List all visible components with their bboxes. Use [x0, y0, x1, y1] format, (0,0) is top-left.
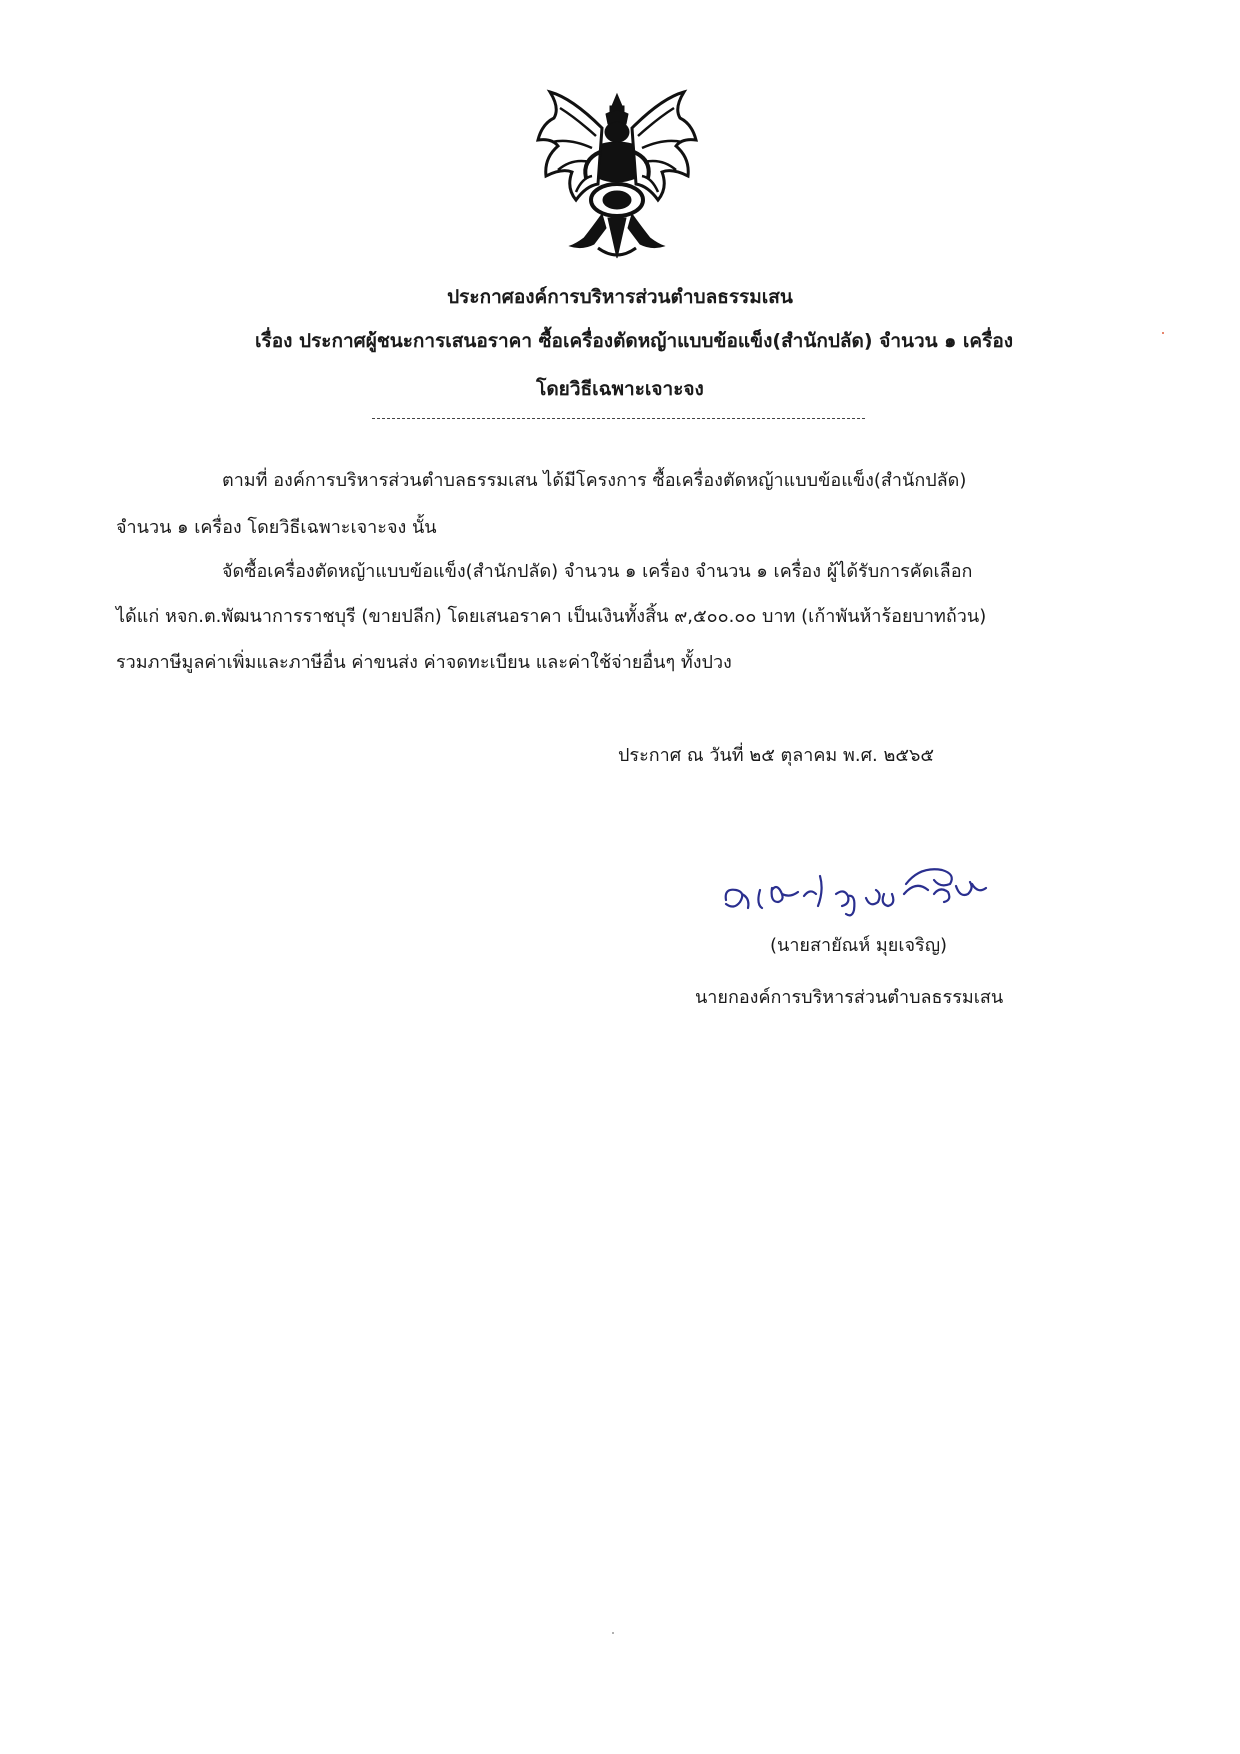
announcement-heading: ประกาศองค์การบริหารส่วนตำบลธรรมเสน — [447, 286, 793, 308]
body-paragraph-2-line-1: จัดซื้อเครื่องตัดหญ้าแบบข้อแข็ง(สำนักปลัด) จำนวน ๑ เครื่อง จำนวน ๑ เครื่อง ผู้ได้รับการคัดเลือก — [222, 561, 973, 582]
body-paragraph-2-line-2: ได้แก่ หจก.ต.พัฒนาการราชบุรี (ขายปลีก) โดยเสนอราคา เป็นเงินทั้งสิ้น ๙,๕๐๐.๐๐ บาท (เก้าพันห้าร้อยบาทถ้วน) — [116, 606, 987, 627]
section-divider — [372, 418, 865, 419]
body-paragraph-2-line-3: รวมภาษีมูลค่าเพิ่มและภาษีอื่น ค่าขนส่ง ค่าจดทะเบียน และค่าใช้จ่ายอื่นๆ ทั้งปวง — [116, 652, 732, 673]
procurement-method: โดยวิธีเฉพาะเจาะจง — [536, 378, 704, 400]
garuda-emblem-icon — [532, 88, 702, 266]
scan-speck — [612, 1632, 614, 1634]
signer-name: (นายสายัณห์ มุยเจริญ) — [770, 935, 948, 956]
announcement-date: ประกาศ ณ วันที่ ๒๕ ตุลาคม พ.ศ. ๒๕๖๕ — [618, 745, 934, 766]
announcement-subject: เรื่อง ประกาศผู้ชนะการเสนอราคา ซื้อเครื่องตัดหญ้าแบบข้อแข็ง(สำนักปลัด) จำนวน ๑ เครื่อง — [255, 330, 1014, 352]
body-paragraph-1-line-1: ตามที่ องค์การบริหารส่วนตำบลธรรมเสน ได้มีโครงการ ซื้อเครื่องตัดหญ้าแบบข้อแข็ง(สำนักปลัด) — [222, 470, 967, 491]
handwritten-signature — [720, 854, 992, 924]
signer-title: นายกองค์การบริหารส่วนตำบลธรรมเสน — [695, 987, 1004, 1008]
scan-speck — [1162, 332, 1164, 334]
body-paragraph-1-line-2: จำนวน ๑ เครื่อง โดยวิธีเฉพาะเจาะจง นั้น — [116, 517, 437, 538]
